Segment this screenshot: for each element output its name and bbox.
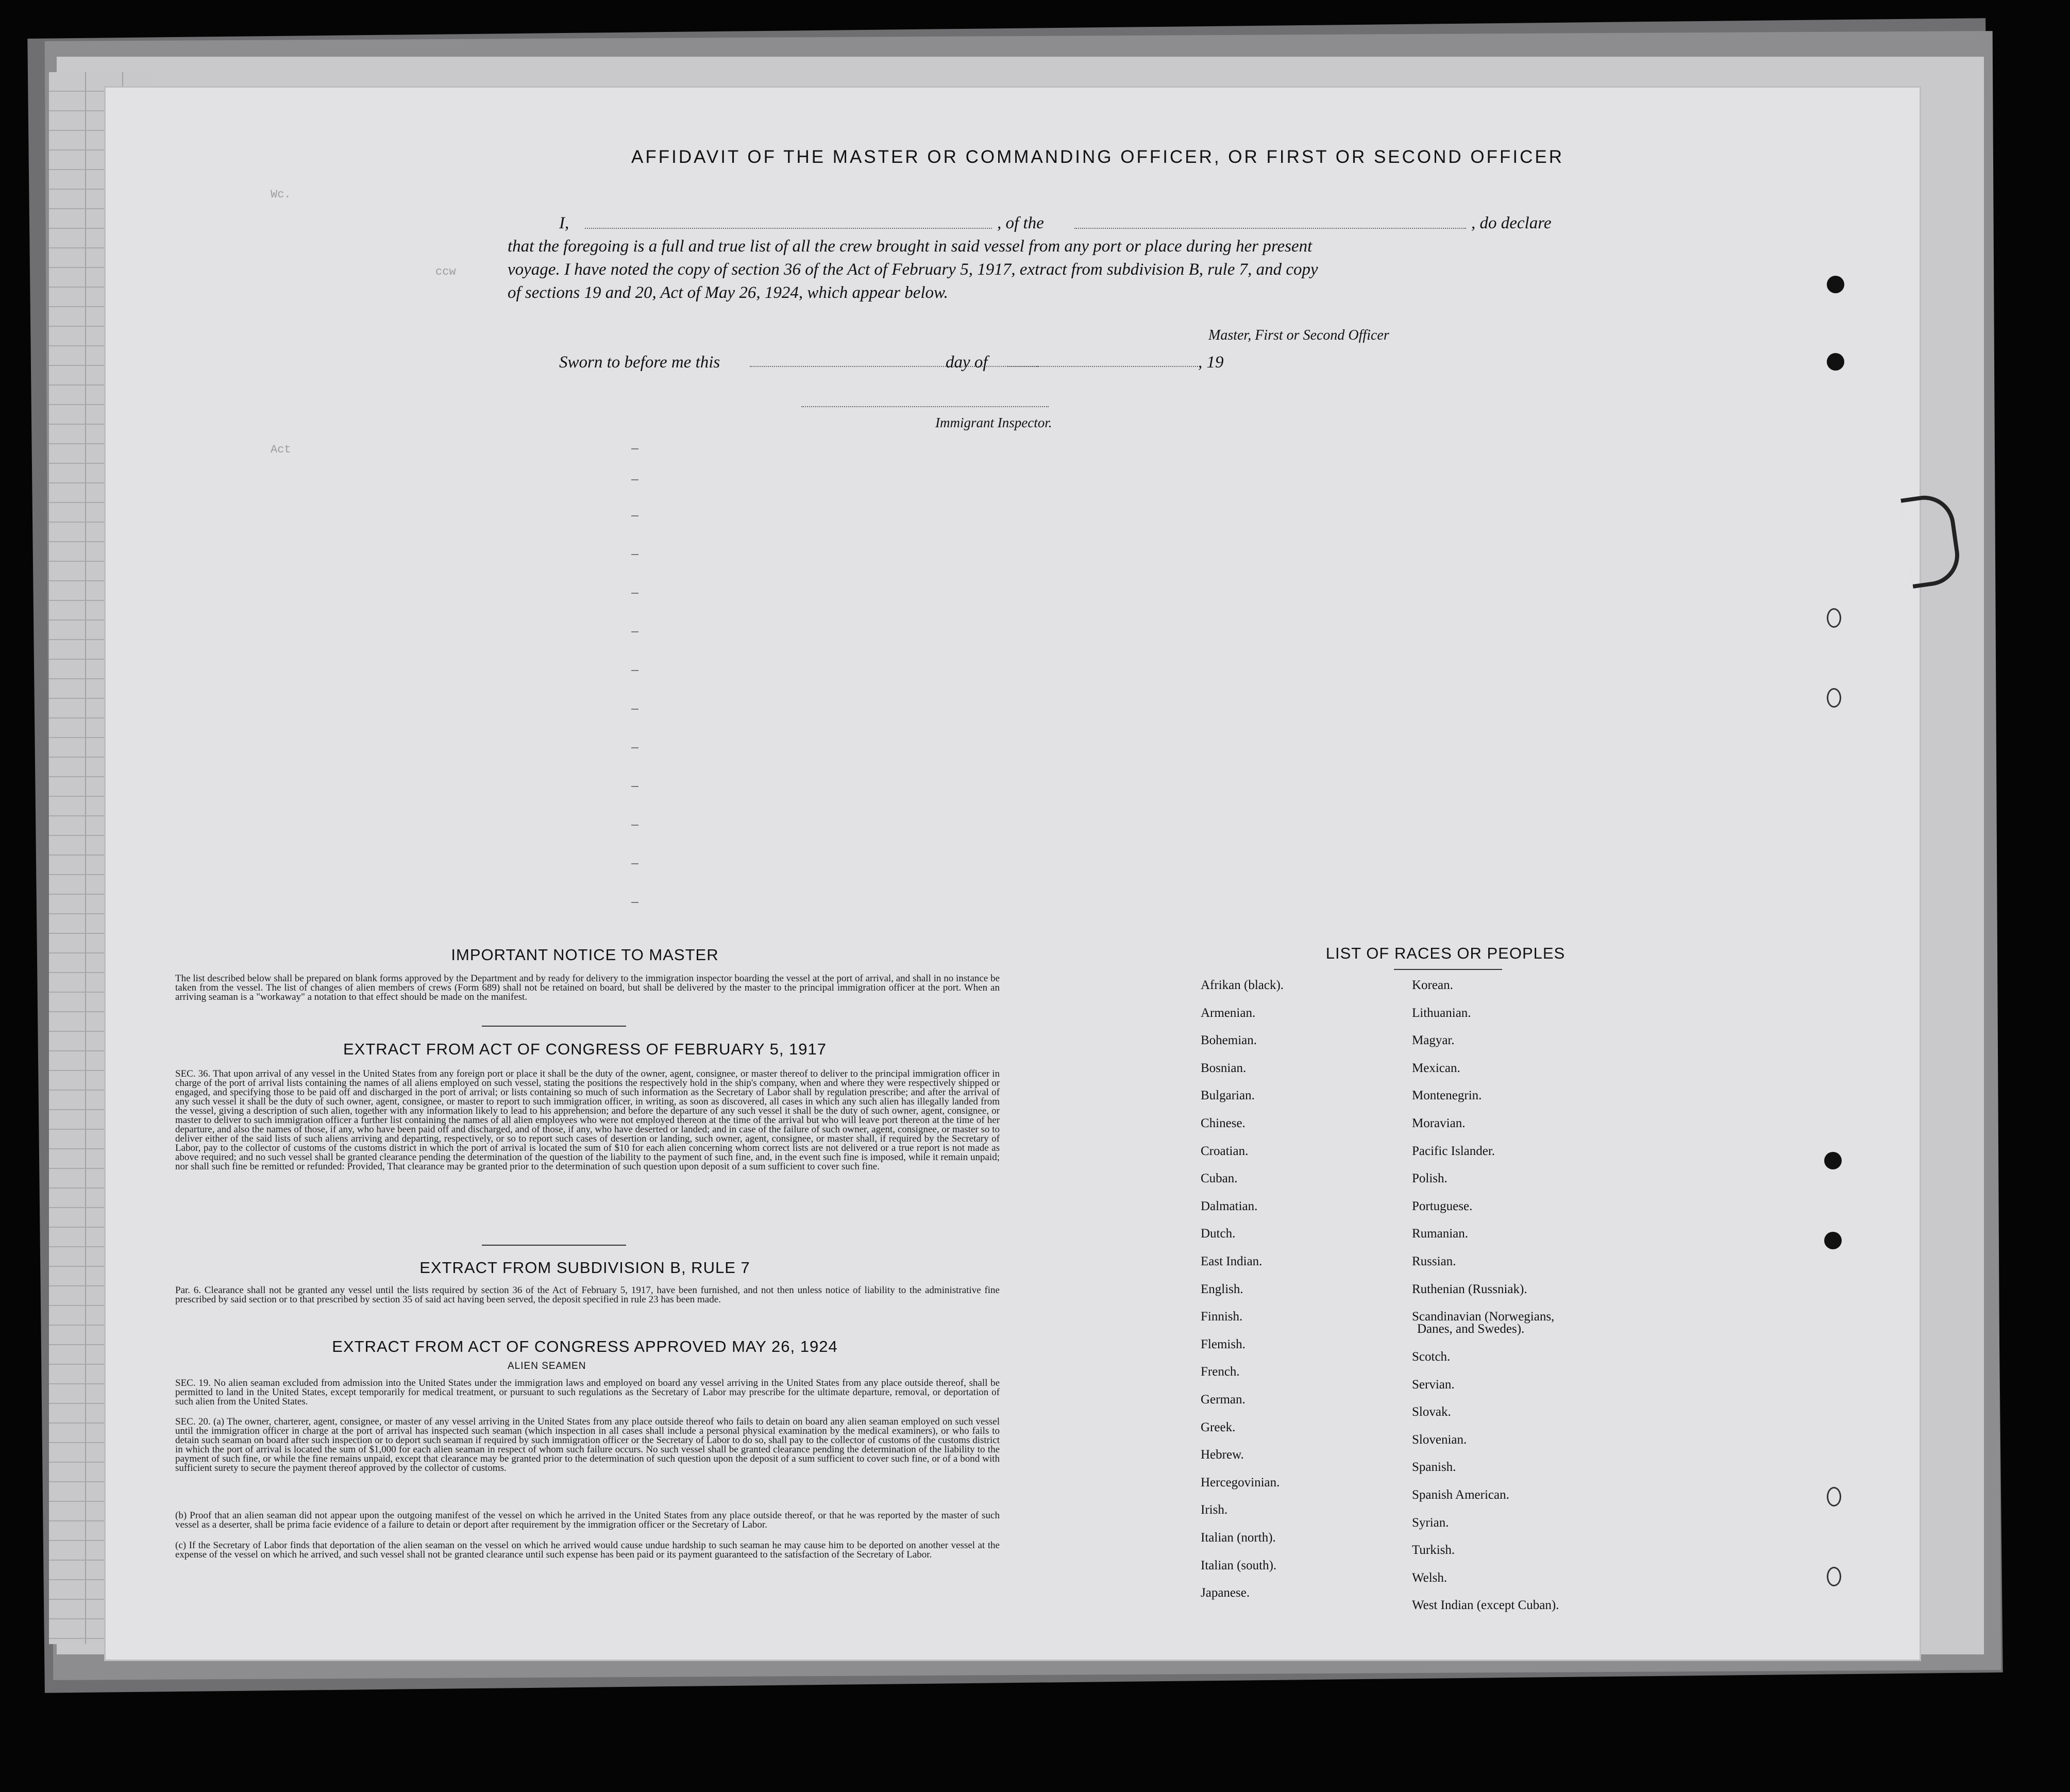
- sworn-month-blank[interactable]: [1007, 366, 1198, 367]
- extract-1924-sec20a: SEC. 20. (a) The owner, charterer, agent, consignee, or master of any vessel arriving in the United States from any place outside thereof who fails to detain on board any alien seaman employed on such vessel until the immigration officer in charge at the port of arrival has inspected such seaman (which inspection in all cases shall include a personal physical examination by the medical examiners), or who fails to detain such seaman on board after such inspection or to deport such seaman if required by such immigration officer or the Secretary of Labor to do so, shall pay to the collector of customs of the customs district in which the port of arrival is located the sum of $1,000 for each alien seaman in respect of whom such failure occurs. No such vessel shall be granted clearance pending the determination of the liability to the payment of such fine, or while the fine remains unpaid, except that clearance may be granted prior to the determination of such question upon the deposit of a sum sufficient to cover such fine, or of a bond with sufficient surety to secure the payment thereof approved by the collector of customs.: [175, 1416, 1000, 1473]
- column-dash: [631, 593, 638, 594]
- race-item: Syrian.: [1412, 1515, 1449, 1530]
- column-dash: [631, 747, 638, 748]
- race-item: Pacific Islander.: [1412, 1144, 1495, 1158]
- race-item: Mexican.: [1412, 1061, 1460, 1075]
- race-item: Ruthenian (Russniak).: [1412, 1282, 1527, 1296]
- extract-1917-title: EXTRACT FROM ACT OF CONGRESS OF FEBRUARY 5, 1917: [343, 1040, 827, 1058]
- notice-title: IMPORTANT NOTICE TO MASTER: [451, 946, 719, 964]
- column-dash: [631, 902, 638, 903]
- extract-1924-title: EXTRACT FROM ACT OF CONGRESS APPROVED MAY 26, 1924: [332, 1337, 838, 1355]
- extract-1924-sec19: SEC. 19. No alien seaman excluded from admission into the United States under the immigration laws and employed on board any vessel arriving in the United States from any place outside thereof, shall be permitted to land in the United States, except temporarily for medical treatment, or pursuant to such regulations as the Secretary of Labor may prescribe for the ultimate departure, removal, or deportation of such alien from the United States.: [175, 1378, 1000, 1407]
- race-item: Finnish.: [1201, 1310, 1243, 1324]
- race-item: Dutch.: [1201, 1227, 1236, 1241]
- master-officer-label: Master, First or Second Officer: [1208, 327, 1389, 343]
- binder-hole: [1827, 1567, 1841, 1586]
- race-item: Japanese.: [1201, 1586, 1250, 1600]
- race-item: Rumanian.: [1412, 1227, 1469, 1241]
- affidavit-of-the: , of the: [997, 214, 1044, 232]
- races-title: LIST OF RACES OR PEOPLES: [1325, 944, 1566, 962]
- race-item: Chinese.: [1201, 1116, 1246, 1130]
- race-item: Spanish.: [1412, 1460, 1456, 1475]
- race-item: Bosnian.: [1201, 1061, 1247, 1075]
- race-item: Danes, and Swedes).: [1417, 1322, 1525, 1336]
- race-item: Italian (south).: [1201, 1558, 1277, 1572]
- race-item: Montenegrin.: [1412, 1088, 1482, 1103]
- column-dash: [631, 825, 638, 826]
- divider: [482, 1026, 626, 1027]
- divider: [1394, 969, 1502, 970]
- race-item: Croatian.: [1201, 1144, 1249, 1158]
- extract-1917-body: SEC. 36. That upon arrival of any vessel in the United States from any foreign port or place it shall be the duty of the owner, agent, consignee, or master thereof to deliver to the principal immigration officer in charge of the port of arrival lists containing the names of all aliens employed on such vessel, stating the positions the respectively hold in the ship's company, when and where they were respectively shipped or engaged, and specifying those to be paid off and discharged in the port of arrival; or lists containing so much of such information as the Secretary of Labor shall by regulation prescribe; and after the arrival of any such vessel it shall be the duty of such owner, agent, consignee, or master to report to such immigration officer, in writing, as soon as discovered, all cases in which any such alien has illegally landed from the vessel, giving a description of such alien, together with any information likely to lead to his apprehension; and before the departure of any such vessel it shall be the duty of such owner, agent, consignee, or master to deliver to such immigration officer a further list containing the names of all alien employees who were not employed thereon at the time of the arrival but who will leave port thereon at the time of her departure, and also the names of those, if any, who have been paid off and discharged, and of those, if any, who have deserted or landed; and in case of the failure of such owner, agent, consignee, or master so to deliver either of the said lists of such aliens arriving and departing, respectively, or so to report such cases of desertion or landing, such owner, agent, consignee, or master shall, if required by the Secretary of Labor, pay to the collector of customs of the customs district in which the port of arrival is located the sum of $10 for each alien concerning whom correct lists are not delivered or a true report is not made as above required; and no such vessel shall be granted clearance pending the determination of the question of the liability to the payment of such fine, and, in the event such fine is imposed, while it remain unpaid; nor shall such fine be remitted or refunded: Provided, That clearance may be granted prior to the determination of such question upon deposit of a sum sufficient to cover such fine.: [175, 1068, 1000, 1172]
- extract-1924-sec20b: (b) Proof that an alien seaman did not appear upon the outgoing manifest of the vessel on which he arrived in the United States from any place outside thereof, or that he was reported by the master of such vessel as a deserter, shall be prima facie evidence of a failure to detain or deport after requirement by the immigration officer or the Secretary of Labor.: [175, 1510, 1000, 1530]
- race-item: German.: [1201, 1393, 1246, 1406]
- race-item: Dalmatian.: [1201, 1199, 1258, 1213]
- race-item: Bulgarian.: [1201, 1088, 1255, 1103]
- binder-hole: [1827, 353, 1844, 371]
- race-item: Scotch.: [1412, 1349, 1451, 1364]
- race-item: Spanish American.: [1412, 1487, 1509, 1502]
- race-item: Turkish.: [1412, 1543, 1455, 1557]
- binder-hole: [1824, 1232, 1842, 1249]
- race-item: English.: [1201, 1282, 1243, 1296]
- race-item: Bohemian.: [1201, 1033, 1257, 1048]
- notice-body: The list described below shall be prepared on blank forms approved by the Department and by ready for delivery to the immigration inspector boarding the vessel at the port of arrival, and shall in no instance be taken from the vessel. The list of changes of alien members of crews (Form 689) shall not be retained on board, but shall be delivered by the master to the principal immigration officer at the port. When an arriving seaman is a "workaway" a notation to that effect should be made on the manifest.: [175, 973, 1000, 1002]
- column-dash: [631, 515, 638, 516]
- manifest-page: [106, 88, 1920, 1660]
- column-dash: [631, 670, 638, 671]
- bleed-through: ccw: [435, 265, 456, 278]
- race-item: Moravian.: [1412, 1116, 1466, 1130]
- race-item: Armenian.: [1201, 1006, 1256, 1020]
- bleed-through: Wc.: [271, 188, 291, 201]
- binder-hole: [1827, 1487, 1841, 1506]
- column-dash: [631, 863, 638, 864]
- inspector-signature-blank[interactable]: [801, 406, 1049, 407]
- inspector-label: Immigrant Inspector.: [935, 415, 1052, 430]
- affidavit-declare: , do declare: [1471, 214, 1552, 232]
- race-item: French.: [1201, 1365, 1240, 1379]
- binder-hole: [1827, 608, 1841, 628]
- race-item: Slovak.: [1412, 1405, 1451, 1419]
- name-blank[interactable]: [585, 228, 992, 229]
- sworn-label: Sworn to before me this: [559, 353, 720, 372]
- column-dash: [631, 786, 638, 787]
- column-dash: [631, 554, 638, 555]
- race-item: Hebrew.: [1201, 1448, 1244, 1462]
- race-item: Flemish.: [1201, 1337, 1246, 1351]
- extract-1924-subtitle: ALIEN SEAMEN: [508, 1361, 586, 1371]
- race-item: Polish.: [1412, 1171, 1448, 1186]
- race-item: Cuban.: [1201, 1171, 1238, 1186]
- extract-rule7-title: EXTRACT FROM SUBDIVISION B, RULE 7: [419, 1259, 750, 1277]
- affidavit-line-4: of sections 19 and 20, Act of May 26, 1924, which appear below.: [508, 283, 948, 302]
- column-dash: [631, 631, 638, 632]
- race-item: Afrikan (black).: [1201, 978, 1284, 992]
- race-item: Welsh.: [1412, 1570, 1448, 1585]
- divider: [482, 1245, 626, 1246]
- race-item: West Indian (except Cuban).: [1412, 1598, 1559, 1613]
- race-item: Hercegovinian.: [1201, 1475, 1280, 1489]
- race-item: Lithuanian.: [1412, 1006, 1471, 1020]
- race-item: Magyar.: [1412, 1033, 1455, 1048]
- affidavit-title: AFFIDAVIT OF THE MASTER OR COMMANDING OFFICER, OR FIRST OR SECOND OFFICER: [631, 147, 1564, 167]
- year-label: , 19: [1198, 353, 1224, 372]
- column-dash: [631, 448, 638, 449]
- binder-hole: [1824, 1152, 1842, 1169]
- extract-rule7-body: Par. 6. Clearance shall not be granted any vessel until the lists required by section 36 of the Act of February 5, 1917, have been furnished, and not then unless notice of liability to the administrative fine prescribed by said section or to that prescribed by section 35 of said act having been served, the deposit specified in rule 23 has been made.: [175, 1285, 1000, 1305]
- binder-hole: [1827, 276, 1844, 293]
- race-item: Portuguese.: [1412, 1199, 1473, 1213]
- race-item: Russian.: [1412, 1254, 1456, 1268]
- race-item: Servian.: [1412, 1377, 1455, 1392]
- sworn-day-blank[interactable]: [750, 366, 1038, 367]
- day-of-label: day of: [946, 353, 988, 372]
- race-item: Italian (north).: [1201, 1531, 1276, 1545]
- race-item: Korean.: [1412, 978, 1453, 992]
- affidavit-line-2: that the foregoing is a full and true list of all the crew brought in said vessel from any port or place during her present: [508, 237, 1312, 256]
- race-item: Scandinavian (Norwegians,: [1412, 1310, 1555, 1324]
- column-dash: [631, 479, 638, 480]
- bleed-through: Act: [271, 443, 291, 456]
- binder-hole: [1827, 688, 1841, 708]
- affidavit-i: I,: [559, 214, 569, 232]
- extract-1924-sec20c: (c) If the Secretary of Labor finds that deportation of the alien seaman on the vessel on which he arrived would cause undue hardship to such seaman he may cause him to be deported on another vessel at the expense of the vessel on which he arrived, and such vessel shall not be granted clearance until such expense has been paid or its payment guaranteed to the satisfaction of the Secretary of Labor.: [175, 1540, 1000, 1560]
- vessel-blank[interactable]: [1074, 228, 1466, 229]
- race-item: Greek.: [1201, 1420, 1236, 1434]
- race-item: East Indian.: [1201, 1254, 1263, 1268]
- affidavit-line-3: voyage. I have noted the copy of section 36 of the Act of February 5, 1917, extract from subdivision B, rule 7, and copy: [508, 260, 1318, 279]
- race-item: Slovenian.: [1412, 1432, 1467, 1447]
- column-dash: [631, 709, 638, 710]
- race-item: Irish.: [1201, 1503, 1228, 1517]
